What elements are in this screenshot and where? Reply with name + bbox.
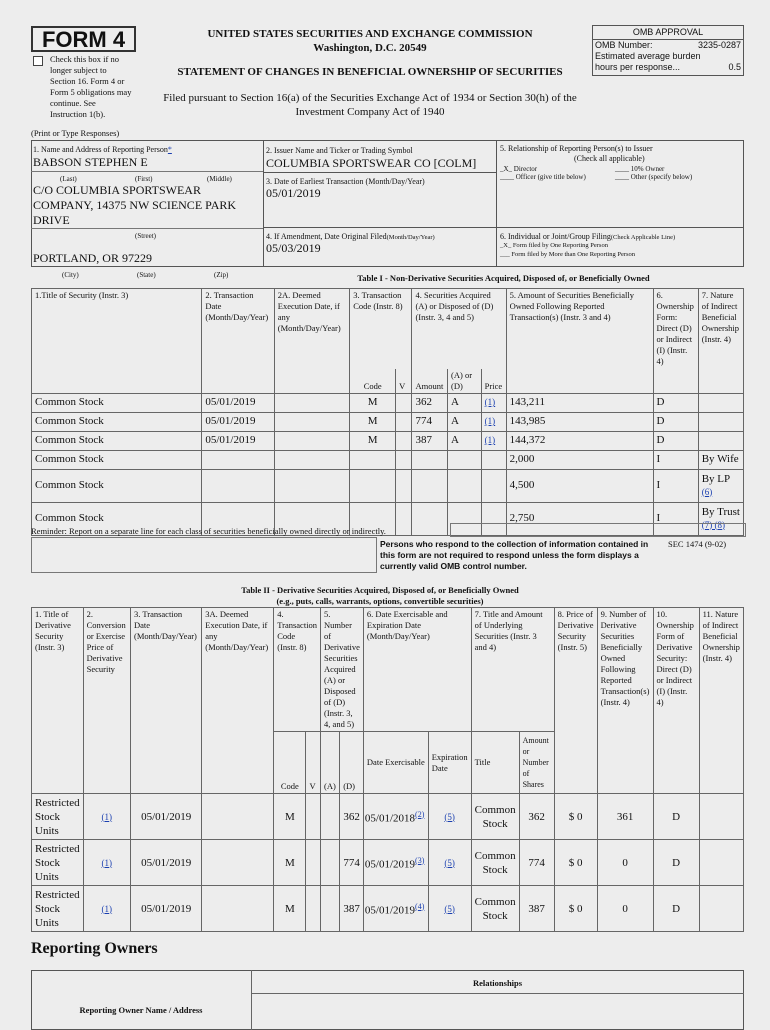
t2-cell-exercisable (363, 794, 428, 840)
t1-cell-a-or-d: A (448, 393, 482, 412)
t1-cell-a-or-d: A (448, 431, 482, 450)
t2-cell-code: M (274, 794, 306, 840)
t2-exercisable-date: 05/01/2018 (364, 812, 416, 825)
table-derivative (31, 607, 744, 932)
t1-cell-deemed (274, 450, 349, 469)
t2-cell-underlying-title: Common Stock (471, 886, 519, 932)
agency-name: UNITED STATES SECURITIES AND EXCHANGE COMMISSION (207, 28, 533, 40)
footnote-link[interactable]: (1) (484, 435, 496, 445)
t2-cell-title: Restricted Stock Units (32, 886, 84, 932)
t1-cell-amount (412, 502, 448, 535)
t1-cell-v (396, 450, 412, 469)
t2-header-conversion: 2. Conversion or Exercise Price of Derivative Security (83, 608, 130, 794)
t1-cell-title: Common Stock (32, 469, 202, 502)
city-label: (City) (62, 271, 79, 279)
t1-cell-form: D (653, 412, 698, 431)
t2-cell-expiration (428, 794, 471, 840)
t2-sub-title: Title (471, 732, 519, 794)
footnote-link[interactable]: (6) (701, 486, 713, 497)
t2-sub-d: (D) (340, 732, 364, 794)
t2-cell-code: M (274, 840, 306, 886)
t1-cell-title: Common Stock (32, 502, 202, 535)
officer-option[interactable]: ____ Officer (give title below) (500, 173, 586, 181)
amendment-label: 4. If Amendment, Date Original Filed(Month/Day/Year) (266, 232, 435, 241)
table-row (32, 393, 744, 412)
reporting-person-name: BABSON STEPHEN E (33, 155, 148, 169)
t1-nature-text: By Wife (701, 453, 739, 465)
t1-cell-code: M (350, 431, 396, 450)
footnote-link[interactable]: (1) (101, 857, 113, 868)
t2-cell-d: 387 (340, 886, 364, 932)
t2-cell-price: $ 0 (554, 886, 597, 932)
omb-title: OMB APPROVAL (593, 26, 743, 40)
t1-cell-amount: 387 (412, 431, 448, 450)
no-longer-subject-checkbox[interactable] (33, 56, 43, 66)
omb-number-label: OMB Number: (595, 40, 653, 50)
t2-header-price: 8. Price of Derivative Security (Instr. 5) (554, 608, 597, 794)
t2-cell-form: D (653, 794, 699, 840)
t2-sub-code: Code (274, 732, 306, 794)
director-option[interactable]: _X_ Director (500, 165, 538, 173)
t1-sub-code: Code (350, 369, 396, 394)
t2-cell-v (306, 886, 321, 932)
table-row (32, 886, 744, 932)
t2-cell-a (321, 794, 340, 840)
t2-cell-conversion (83, 886, 130, 932)
t2-cell-price: $ 0 (554, 840, 597, 886)
t2-cell-d: 362 (340, 794, 364, 840)
persons-note: Persons who respond to the collection of information contained in this form are not required to respond unless the form displays a currently valid OMB control number. (380, 539, 649, 571)
t2-cell-date: 05/01/2019 (131, 794, 202, 840)
form-title: FORM 4 (31, 26, 136, 52)
t2-cell-deemed (202, 840, 274, 886)
t2-cell-title: Restricted Stock Units (32, 794, 84, 840)
omb-hours-label: hours per response... (595, 62, 681, 72)
t1-header-owned: 5. Amount of Securities Beneficially Owned Following Reported Transaction(s) (Instr. 3 and 4) (506, 289, 653, 394)
t1-cell-nature (698, 393, 743, 412)
omb-number: 3235-0287 (697, 40, 741, 50)
t2-sub-amount: Amount or Number of Shares (519, 732, 554, 794)
t1-cell-deemed (274, 431, 349, 450)
t2-header-underlying: 7. Title and Amount of Underlying Securities (Instr. 3 and 4) (471, 608, 554, 732)
t1-cell-amount: 774 (412, 412, 448, 431)
t2-cell-underlying-amount: 774 (519, 840, 554, 886)
t2-cell-v (306, 840, 321, 886)
t1-cell-v (396, 469, 412, 502)
t1-cell-form: I (653, 502, 698, 535)
t1-sub-v: V (396, 369, 412, 394)
reporting-person-city: PORTLAND, OR 97229 (33, 251, 152, 265)
t1-cell-nature (698, 450, 743, 469)
t1-cell-a-or-d: A (448, 412, 482, 431)
t1-cell-deemed (274, 412, 349, 431)
t1-cell-form: I (653, 450, 698, 469)
table2-title-line1: Table II - Derivative Securities Acquired, Disposed of, or Beneficially Owned (241, 585, 519, 595)
t1-cell-a-or-d (448, 450, 482, 469)
last-label: (Last) (60, 175, 77, 183)
t2-cell-underlying-title: Common Stock (471, 794, 519, 840)
t1-cell-code: M (350, 393, 396, 412)
amendment-value: 05/03/2019 (266, 241, 321, 255)
t1-cell-price (481, 469, 506, 502)
footnote-link[interactable]: (1) (484, 416, 496, 426)
persons-note-box (31, 537, 377, 573)
t2-header-title: 1. Title of Derivative Security (Instr. 3) (32, 608, 84, 794)
t1-cell-title: Common Stock (32, 393, 202, 412)
t1-cell-date (202, 469, 274, 502)
t2-cell-d: 774 (340, 840, 364, 886)
owner-name-address-header: Reporting Owner Name / Address (79, 1005, 203, 1015)
t1-cell-title: Common Stock (32, 450, 202, 469)
t2-cell-date: 05/01/2019 (131, 840, 202, 886)
t1-cell-owned: 143,985 (506, 412, 653, 431)
omb-burden: Estimated average burden (595, 51, 701, 61)
t1-cell-price (481, 450, 506, 469)
table-row (32, 431, 744, 450)
t1-cell-price (481, 431, 506, 450)
t1-cell-a-or-d (448, 469, 482, 502)
filed-pursuant-text: Filed pursuant to Section 16(a) of the Securities Exchange Act of 1934 or Section 30(h) of the Investment Company Act of 1940 (163, 92, 577, 118)
t1-cell-form: D (653, 393, 698, 412)
t2-cell-underlying-amount: 362 (519, 794, 554, 840)
earliest-date-label: 3. Date of Earliest Transaction (Month/Day/Year) (266, 177, 425, 186)
t1-cell-amount (412, 469, 448, 502)
omb-hours: 0.5 (728, 62, 741, 72)
reporting-person-label: 1. Name and Address of Reporting Person* (33, 145, 172, 154)
table-row (32, 469, 744, 502)
t1-cell-v (396, 412, 412, 431)
omb-approval-box (592, 25, 744, 76)
t1-cell-owned: 4,500 (506, 469, 653, 502)
statement-title: STATEMENT OF CHANGES IN BENEFICIAL OWNERSHIP OF SECURITIES (177, 66, 563, 78)
t1-cell-date: 05/01/2019 (202, 412, 274, 431)
table-row (32, 450, 744, 469)
t2-cell-nature (699, 840, 743, 886)
t2-cell-exercisable (363, 886, 428, 932)
t2-cell-code: M (274, 886, 306, 932)
t1-cell-form: D (653, 431, 698, 450)
table2-title (150, 585, 610, 607)
t1-cell-amount: 362 (412, 393, 448, 412)
table2-title-line2: (e.g., puts, calls, warrants, options, convertible securities) (276, 596, 484, 606)
table-non-derivative (31, 288, 744, 536)
t2-cell-a (321, 840, 340, 886)
t2-sub-exercisable: Date Exercisable (363, 732, 428, 794)
t1-cell-owned: 143,211 (506, 393, 653, 412)
t2-cell-a (321, 886, 340, 932)
t1-cell-code: M (350, 412, 396, 431)
t2-cell-form: D (653, 840, 699, 886)
agency-location: Washington, D.C. 20549 (313, 42, 427, 54)
instruction-link[interactable]: * (167, 145, 172, 154)
t2-cell-nature (699, 794, 743, 840)
issuer-value: COLUMBIA SPORTSWEAR CO [COLM] (266, 156, 477, 170)
footnote-link[interactable]: (5) (444, 903, 455, 914)
t1-header-form: 6. Ownership Form: Direct (D) or Indirect (I) (Instr. 4) (653, 289, 698, 394)
t2-cell-owned: 0 (597, 840, 653, 886)
t1-sub-price: Price (481, 369, 506, 394)
t2-cell-owned: 361 (597, 794, 653, 840)
multi-person-option[interactable]: ___ Form filed by More than One Reporting Person (500, 251, 636, 258)
t2-cell-date: 05/01/2019 (131, 886, 202, 932)
t2-header-nature: 11. Nature of Indirect Beneficial Ownership (Instr. 4) (699, 608, 743, 794)
t2-cell-title: Restricted Stock Units (32, 840, 84, 886)
t2-sub-a: (A) (321, 732, 340, 794)
t2-header-deemed: 3A. Deemed Execution Date, if any (Month/Day/Year) (202, 608, 274, 794)
first-label: (First) (135, 175, 153, 183)
t2-header-owned: 9. Number of Derivative Securities Beneficially Owned Following Reported Transaction(s) (Instr. 4) (597, 608, 653, 794)
zip-label: (Zip) (214, 271, 229, 279)
t1-cell-title: Common Stock (32, 412, 202, 431)
t1-cell-deemed (274, 469, 349, 502)
t1-cell-v (396, 502, 412, 535)
earliest-date-value: 05/01/2019 (266, 186, 321, 200)
t2-cell-nature (699, 886, 743, 932)
footnote-link[interactable]: (1) (101, 811, 113, 822)
table-row (32, 412, 744, 431)
reminder-text: Reminder: Report on a separate line for each class of securities beneficially owned directly or indirectly. (31, 526, 386, 536)
t2-exercisable-date: 05/01/2019 (364, 858, 416, 871)
t1-sub-amount: Amount (412, 369, 448, 394)
footnote-link[interactable]: (2) (415, 809, 425, 819)
t1-nature-text: By Trust (701, 505, 740, 518)
t2-cell-owned: 0 (597, 886, 653, 932)
checkbox-text: Check this box if no longer subject to Section 16. Form 4 or Form 5 obligations may continue. See Instruction 1(b). (50, 54, 132, 119)
t1-header-nature: 7. Nature of Indirect Beneficial Ownership (Instr. 4) (698, 289, 743, 394)
t2-cell-form: D (653, 886, 699, 932)
reporting-person-address: C/O COLUMBIA SPORTSWEAR COMPANY, 14375 NW SCIENCE PARK DRIVE (33, 183, 237, 227)
t1-cell-nature (698, 431, 743, 450)
t2-header-code: 4. Transaction Code (Instr. 8) (274, 608, 321, 732)
t1-header-date: 2. Transaction Date (Month/Day/Year) (202, 289, 274, 394)
t1-cell-price (481, 393, 506, 412)
other-option[interactable]: ____ Other (specify below) (615, 173, 693, 181)
t2-cell-underlying-title: Common Stock (471, 840, 519, 886)
table-row (32, 840, 744, 886)
t1-cell-form: I (653, 469, 698, 502)
footnote-link[interactable]: (5) (444, 857, 455, 868)
t1-cell-code (350, 450, 396, 469)
footnote-link[interactable]: (3) (415, 855, 425, 865)
sec-code: SEC 1474 (9-02) (668, 539, 727, 549)
t1-cell-title: Common Stock (32, 431, 202, 450)
footnote-link[interactable]: (4) (415, 901, 425, 911)
t1-cell-code (350, 469, 396, 502)
state-label: (State) (137, 271, 156, 279)
table1-title: Table I - Non-Derivative Securities Acquired, Disposed of, or Beneficially Owned (357, 273, 650, 283)
reminder-box-right (450, 523, 746, 537)
t2-cell-price: $ 0 (554, 794, 597, 840)
t1-cell-amount (412, 450, 448, 469)
one-person-option[interactable]: _X_ Form filed by One Reporting Person (500, 242, 608, 249)
relationships-header: Relationships (472, 978, 523, 988)
t1-cell-deemed (274, 393, 349, 412)
t1-cell-date (202, 450, 274, 469)
footnote-link[interactable]: (1) (101, 903, 113, 914)
ten-percent-owner-option[interactable]: ____ 10% Owner (615, 165, 665, 173)
footnote-link[interactable]: (5) (444, 811, 455, 822)
t2-header-form: 10. Ownership Form of Derivative Security: Direct (D) or Indirect (I) (Instr. 4) (653, 608, 699, 794)
print-type-note: (Print or Type Responses) (31, 128, 120, 138)
table-row (32, 794, 744, 840)
t1-cell-owned: 144,372 (506, 431, 653, 450)
t1-cell-owned: 2,000 (506, 450, 653, 469)
t1-header-title: 1.Title of Security (Instr. 3) (32, 289, 202, 394)
t2-header-number: 5. Number of Derivative Securities Acquired (A) or Disposed of (D) (Instr. 3, 4, and 5) (321, 608, 364, 732)
t2-exercisable-date: 05/01/2019 (364, 904, 416, 917)
t2-cell-deemed (202, 794, 274, 840)
street-label: (Street) (135, 232, 156, 240)
t1-sub-a-or-d: (A) or (D) (448, 369, 482, 394)
reporting-owners-heading: Reporting Owners (31, 940, 158, 957)
relationship-label: 5. Relationship of Reporting Person(s) to Issuer (500, 144, 653, 153)
t1-cell-price (481, 412, 506, 431)
t2-cell-conversion (83, 794, 130, 840)
t1-cell-nature (698, 469, 743, 502)
t1-cell-date: 05/01/2019 (202, 393, 274, 412)
t2-cell-deemed (202, 886, 274, 932)
individual-filing-label: 6. Individual or Joint/Group Filing(Check Applicable Line) (500, 232, 676, 241)
t2-cell-exercisable (363, 840, 428, 886)
t1-cell-owned: 2,750 (506, 502, 653, 535)
t2-sub-expiration: Expiration Date (428, 732, 471, 794)
agency-heading (150, 27, 590, 55)
t1-cell-v (396, 393, 412, 412)
middle-label: (Middle) (207, 175, 232, 183)
t2-header-exercisable: 6. Date Exercisable and Expiration Date (Month/Day/Year) (363, 608, 471, 732)
t2-cell-v (306, 794, 321, 840)
t1-cell-nature (698, 412, 743, 431)
t1-cell-v (396, 431, 412, 450)
t2-header-date: 3. Transaction Date (Month/Day/Year) (131, 608, 202, 794)
t1-cell-date: 05/01/2019 (202, 431, 274, 450)
issuer-label: 2. Issuer Name and Ticker or Trading Symbol (266, 146, 413, 155)
t1-header-deemed: 2A. Deemed Execution Date, if any (Month/Day/Year) (274, 289, 349, 394)
t2-cell-conversion (83, 840, 130, 886)
t1-header-acquired: 4. Securities Acquired (A) or Disposed of (D) (Instr. 3, 4 and 5) (412, 289, 506, 369)
t2-sub-v: V (306, 732, 321, 794)
footnote-link[interactable]: (7) (8) (701, 519, 725, 530)
t1-header-code: 3. Transaction Code (Instr. 8) (350, 289, 412, 369)
t2-cell-expiration (428, 886, 471, 932)
relationship-sublabel: (Check all applicable) (574, 154, 645, 163)
t1-nature-text: By LP (701, 472, 731, 485)
footnote-link[interactable]: (1) (484, 397, 496, 407)
t2-cell-underlying-amount: 387 (519, 886, 554, 932)
t2-cell-expiration (428, 840, 471, 886)
